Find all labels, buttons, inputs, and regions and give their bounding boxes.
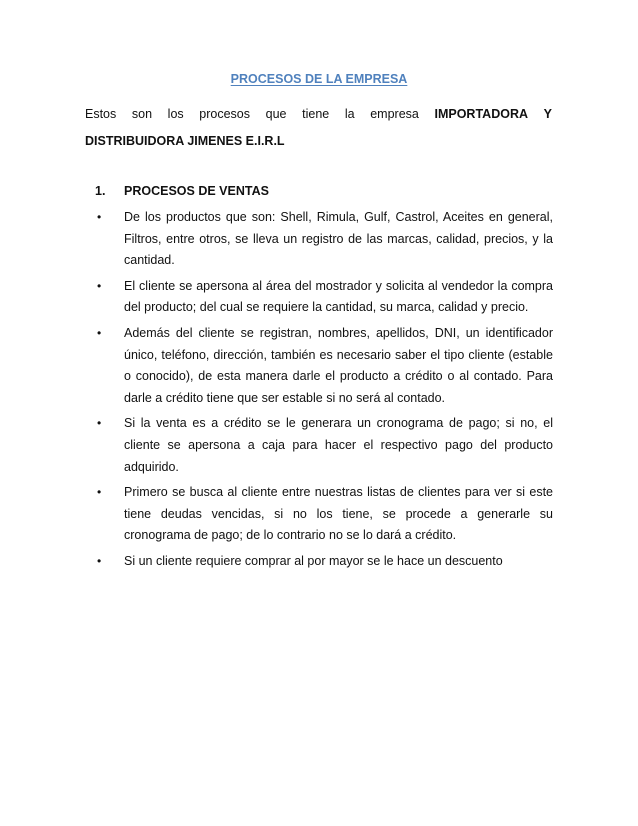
list-item-text: Además del cliente se registran, nombres, apellidos, DNI, un identificador único, teléfono, dirección, también es necesario saber el tipo cliente (estable o conocido), de esta manera darle el producto a crédito o al contado. Para darle a crédito tiene que ser estable si no será al contado. [124,325,553,405]
intro-word: que [265,107,287,121]
list-item-text: Primero se busca al cliente entre nuestras listas de clientes para ver si este tiene deudas vencidas, si no los tiene, se procede a generarle su cronograma de pago; de lo contrario no se lo dará a crédito. [124,485,553,543]
list-item [97,551,553,573]
company-name-line-2: DISTRIBUIDORA JIMENES E.I.R.L [85,134,285,148]
intro-word: empresa [370,107,419,121]
list-item [97,413,553,478]
bullet-icon: • [97,416,102,431]
bullet-icon: • [97,278,102,293]
section-number: 1. [95,184,106,198]
document-title: PROCESOS DE LA EMPRESA [230,72,408,86]
intro-word: la [344,107,355,121]
intro-word: son [131,107,153,121]
intro-paragraph [85,101,552,155]
bullet-icon: • [97,485,102,500]
list-item [97,207,553,272]
list-item [97,482,553,547]
section-heading [95,184,269,198]
list-item-text: De los productos que son: Shell, Rimula, Gulf, Castrol, Aceites en general, Filtros, entre otros, se lleva un registro de las marcas, calidad, precios, y la cantidad. [124,210,553,268]
list-item-text: El cliente se apersona al área del mostrador y solicita al vendedor la compra del producto; del cual se requiere la cantidad, su marca, calidad y precio. [124,278,553,315]
company-name-part-2: Y [543,107,552,121]
bullet-icon: • [97,210,102,224]
list-item [97,276,553,319]
intro-line-1 [85,101,552,128]
intro-word: tiene [302,107,330,121]
section-title: PROCESOS DE VENTAS [124,184,269,198]
company-name-part-1: IMPORTADORA [434,107,528,121]
list-item-text: Si un cliente requiere comprar al por mayor se le hace un descuento [124,553,503,568]
list-item-text: Si la venta es a crédito se le generara un cronograma de pago; si no, el cliente se apersona a caja para hacer el respectivo pago del producto adquirido. [124,416,553,474]
list-item [97,323,553,409]
intro-word: los [167,107,184,121]
sales-process-list [0,207,638,577]
intro-word: Estos [85,107,117,121]
bullet-icon: • [97,325,102,340]
bullet-icon: • [97,553,102,568]
intro-word: procesos [199,107,251,121]
